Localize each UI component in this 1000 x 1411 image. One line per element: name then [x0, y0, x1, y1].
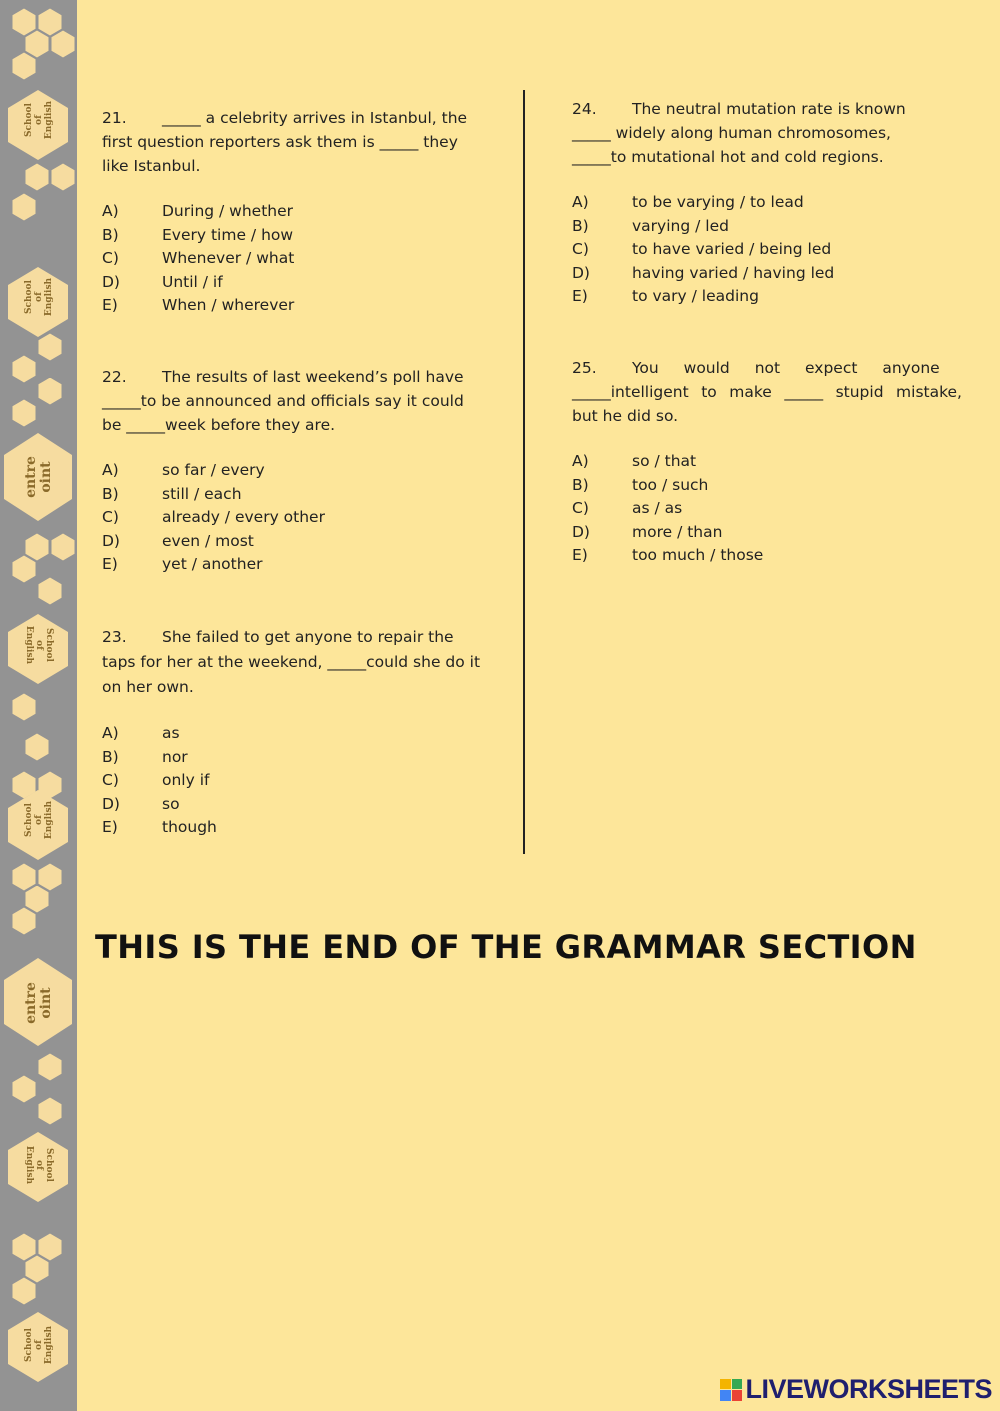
option[interactable]: D) Until / if [102, 272, 223, 291]
options-list [102, 722, 517, 840]
options-list [572, 191, 967, 309]
option[interactable]: D) so [102, 794, 180, 813]
option[interactable]: E) to vary / leading [572, 287, 759, 305]
liveworksheets-logo-icon [720, 1379, 742, 1401]
option[interactable]: C) as / as [572, 499, 683, 517]
option[interactable]: E) When / wherever [102, 296, 295, 314]
column-divider [523, 90, 525, 854]
option[interactable]: A) so / that [572, 452, 697, 470]
school-logo-text: School of English [24, 1325, 54, 1365]
liveworksheets-brand[interactable] [720, 1374, 992, 1405]
option[interactable]: C) to have varied / being led [572, 240, 832, 258]
decorative-sidebar [0, 0, 77, 1411]
centre-point-logo-text: entre oint [23, 982, 54, 1024]
option[interactable]: E) though [102, 818, 217, 836]
question-stem: 21. _____ a celebrity arrives in Istanbul, the first question reporters ask them is _____ they like Istanbul. [102, 106, 517, 178]
option[interactable]: B) still / each [102, 484, 242, 503]
option[interactable]: D) having varied / having led [572, 263, 835, 282]
option[interactable]: B) varying / led [572, 216, 729, 235]
option[interactable]: D) even / most [102, 531, 254, 550]
option[interactable]: B) nor [102, 747, 188, 766]
question-stem: 25. You would not expect anyone _____intelligent to make _____ stupid mistake, but he did so. [572, 356, 962, 428]
question-stem: 23. She failed to get anyone to repair the taps for her at the weekend, _____could she do it on her own. [102, 625, 517, 700]
option[interactable]: E) yet / another [102, 555, 263, 573]
centre-point-logo-text: entre oint [23, 456, 54, 498]
school-logo-text: School of English [24, 100, 54, 140]
school-logo-text: School of English [24, 1145, 54, 1185]
option[interactable]: A) as [102, 724, 180, 742]
option[interactable]: D) more / than [572, 522, 723, 541]
question-21 [102, 106, 517, 318]
question-22 [102, 365, 517, 577]
option[interactable]: C) only if [102, 771, 210, 789]
question-25 [572, 356, 962, 568]
question-number: 21. [102, 109, 127, 127]
option[interactable]: A) so far / every [102, 461, 265, 479]
option[interactable]: A) During / whether [102, 202, 294, 220]
brand-name: LIVEWORKSHEETS [745, 1374, 992, 1404]
school-logo-text: School of English [24, 625, 54, 665]
question-stem: 22. The results of last weekend’s poll have _____to be announced and officials say it could be _____week before they are. [102, 365, 517, 437]
options-list [572, 450, 962, 568]
option[interactable]: C) already / every other [102, 508, 325, 526]
question-number: 24. [572, 100, 597, 118]
question-number: 25. [572, 359, 597, 377]
question-24 [572, 97, 967, 309]
option[interactable]: E) too much / those [572, 546, 764, 564]
option[interactable]: B) Every time / how [102, 225, 294, 244]
school-logo-text: School of English [24, 277, 54, 317]
option[interactable]: B) too / such [572, 475, 709, 494]
question-stem: 24. The neutral mutation rate is known _____ widely along human chromosomes, _____to mutational hot and cold regions. [572, 97, 967, 169]
option[interactable]: A) to be varying / to lead [572, 193, 804, 211]
school-logo-text: School of English [24, 800, 54, 840]
option[interactable]: C) Whenever / what [102, 249, 295, 267]
honeycomb-pattern [0, 0, 77, 1411]
question-23 [102, 625, 517, 840]
question-number: 23. [102, 628, 127, 646]
question-number: 22. [102, 368, 127, 386]
options-list [102, 459, 517, 577]
section-end-heading: THIS IS THE END OF THE GRAMMAR SECTION [95, 928, 917, 966]
options-list [102, 200, 517, 318]
